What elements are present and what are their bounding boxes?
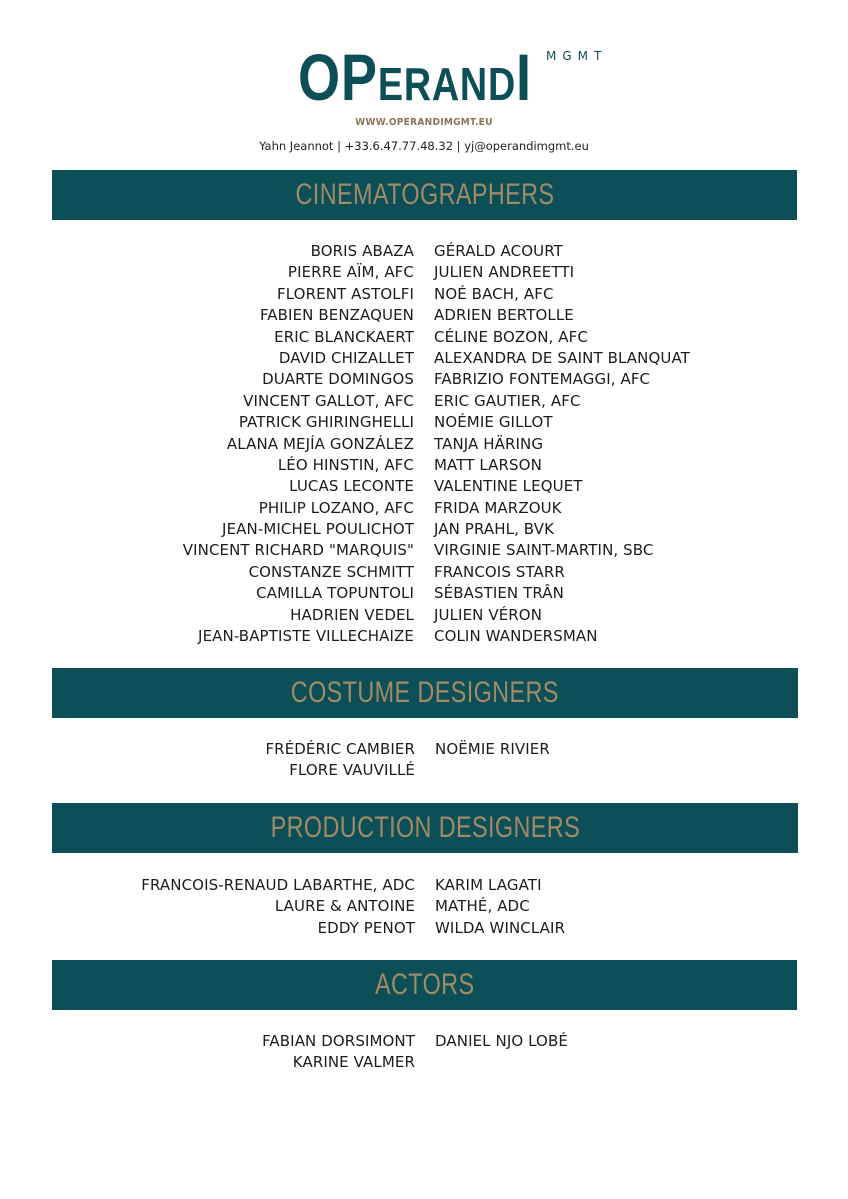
website-link[interactable]: WWW.OPERANDIMGMT.EU — [355, 117, 493, 128]
list-item: LÉO HINSTIN, AFC — [277, 455, 414, 474]
list-item: DAVID CHIZALLET — [278, 348, 414, 367]
list-item: FRANCOIS-RENAUD LABARTHE, ADC — [141, 876, 415, 894]
list-item: VINCENT GALLOT, AFC — [243, 391, 414, 410]
list-item: ERIC GAUTIER, AFC — [434, 391, 581, 410]
list-item: WILDA WINCLAIR — [435, 918, 566, 937]
names-column-right — [434, 241, 690, 647]
list-item: FABIAN DORSIMONT — [262, 1032, 415, 1050]
list-item: NOÉMIE GILLOT — [434, 413, 553, 432]
list-item: JULIEN VÉRON — [434, 605, 543, 624]
list-item: JEAN-MICHEL POULICHOT — [222, 520, 414, 539]
list-item: CÉLINE BOZON, AFC — [434, 327, 588, 346]
operandi-logo — [298, 40, 608, 116]
section-header-cinematographers — [52, 170, 797, 220]
list-item: CAMILLA TOPUNTOLI — [256, 584, 414, 603]
list-item: FABIEN BENZAQUEN — [259, 306, 414, 325]
logo-text-part1: OP — [298, 40, 378, 114]
list-item: FRÉDÉRIC CAMBIER — [265, 740, 415, 758]
names-column-left — [265, 739, 415, 782]
list-item: COLIN WANDERSMAN — [434, 627, 598, 646]
logo-mgmt-label: MGMT — [546, 49, 608, 63]
section-title: CINEMATOGRAPHERS — [295, 178, 554, 211]
list-item: ADRIEN BERTOLLE — [434, 306, 574, 325]
list-item: TANJA HÄRING — [434, 434, 544, 453]
list-item: LAURE & ANTOINE — [274, 897, 415, 916]
names-column-right — [435, 875, 565, 939]
section-title: ACTORS — [374, 968, 475, 1001]
section-header-production-designers — [52, 803, 798, 853]
list-item: NOËMIE RIVIER — [435, 740, 550, 758]
list-item: KARINE VALMER — [292, 1053, 415, 1072]
list-item: LUCAS LECONTE — [289, 477, 414, 496]
page-header — [0, 0, 848, 160]
logo-text-part3: I — [516, 40, 532, 114]
section-header-costume-designers — [52, 668, 798, 718]
list-item: BORIS ABAZA — [310, 242, 414, 260]
names-column-right — [435, 739, 550, 760]
list-item: MATT LARSON — [434, 455, 542, 474]
section-title: PRODUCTION DESIGNERS — [270, 811, 580, 844]
list-item: KARIM LAGATI — [435, 876, 542, 894]
list-item: GÉRALD ACOURT — [434, 242, 563, 260]
list-item: FABRIZIO FONTEMAGGI, AFC — [434, 370, 651, 389]
names-column-left — [183, 241, 414, 647]
list-item: FRIDA MARZOUK — [434, 498, 562, 517]
list-item: NOÉ BACH, AFC — [434, 284, 554, 303]
names-column-left — [141, 875, 415, 939]
section-title: COSTUME DESIGNERS — [291, 676, 559, 709]
list-item: SÉBASTIEN TRÂN — [434, 584, 564, 603]
list-item: HADRIEN VEDEL — [290, 605, 414, 624]
list-item: VALENTINE LEQUET — [434, 477, 583, 496]
list-item: ALANA MEJÍA GONZÁLEZ — [226, 434, 414, 453]
list-item: DANIEL NJO LOBÉ — [435, 1032, 568, 1050]
list-item: MATHÉ, ADC — [435, 897, 530, 916]
list-item: EDDY PENOT — [317, 918, 415, 937]
section-header-actors — [52, 960, 797, 1010]
list-item: PATRICK GHIRINGHELLI — [238, 413, 414, 432]
list-item: ALEXANDRA DE SAINT BLANQUAT — [434, 348, 690, 367]
contact-line: Yahn Jeannot | +33.6.47.77.48.32 | yj@operandimgmt.eu — [259, 139, 589, 153]
list-item: JULIEN ANDREETTI — [434, 263, 575, 282]
list-item: PIERRE AÏM, AFC — [287, 263, 414, 282]
list-item: ERIC BLANCKAERT — [274, 327, 414, 346]
list-item: JEAN-BAPTISTE VILLECHAIZE — [198, 627, 414, 646]
list-item: FLORENT ASTOLFI — [277, 284, 414, 303]
names-column-right — [435, 1031, 568, 1052]
list-item: CONSTANZE SCHMITT — [248, 562, 414, 581]
list-item: DUARTE DOMINGOS — [262, 370, 414, 389]
names-column-left — [262, 1031, 415, 1074]
list-item: VIRGINIE SAINT-MARTIN, SBC — [434, 541, 654, 560]
list-item: FLORE VAUVILLÉ — [289, 761, 415, 780]
list-item: JAN PRAHL, BVK — [434, 520, 555, 539]
list-item: PHILIP LOZANO, AFC — [258, 498, 414, 517]
list-item: VINCENT RICHARD "MARQUIS" — [182, 541, 414, 560]
list-item: FRANCOIS STARR — [434, 562, 565, 581]
logo-text-part2: ERAND — [377, 58, 517, 110]
